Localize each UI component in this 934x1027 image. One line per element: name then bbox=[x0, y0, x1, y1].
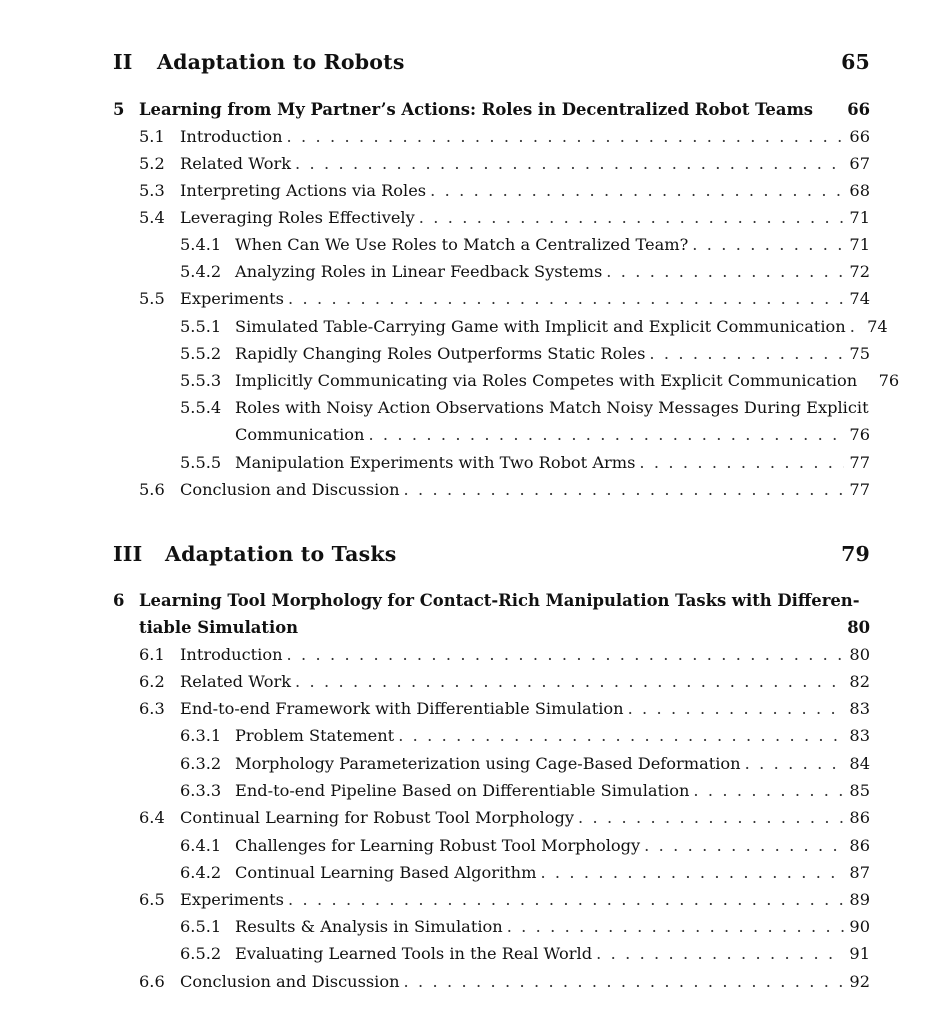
section-page: 74 bbox=[849, 289, 870, 308]
toc-entry[interactable] bbox=[139, 154, 870, 173]
chapter-title: Learning Tool Morphology for Contact-Rich Manipulation Tasks with Differen- bbox=[139, 591, 860, 610]
part-number: III bbox=[113, 542, 143, 566]
dot-leader bbox=[574, 808, 844, 827]
subsection-page: 76 bbox=[849, 425, 870, 444]
toc-entry[interactable] bbox=[139, 480, 870, 499]
subsection-page: 90 bbox=[849, 917, 870, 936]
subsection-title: Implicitly Communicating via Roles Competes with Explicit Communication bbox=[235, 371, 858, 390]
toc-entry[interactable] bbox=[139, 972, 870, 991]
section-number: 6.2 bbox=[139, 672, 165, 691]
subsection-number: 5.5.2 bbox=[180, 344, 222, 363]
dot-leader bbox=[645, 344, 844, 363]
section-page: 67 bbox=[849, 154, 870, 173]
subsection-title: End-to-end Pipeline Based on Differentiable Simulation bbox=[235, 781, 690, 800]
part-heading[interactable] bbox=[113, 50, 870, 74]
dot-leader bbox=[291, 672, 844, 691]
subsection-page: 77 bbox=[849, 453, 870, 472]
toc-entry[interactable] bbox=[180, 781, 870, 800]
dot-leader bbox=[846, 317, 862, 336]
section-page: 68 bbox=[849, 181, 870, 200]
toc-entry[interactable] bbox=[180, 398, 870, 417]
section-number: 5.2 bbox=[139, 154, 165, 173]
subsection-number: 5.4.2 bbox=[180, 262, 222, 281]
subsection-number: 6.5.2 bbox=[180, 944, 222, 963]
toc-entry[interactable] bbox=[180, 944, 870, 963]
dot-leader bbox=[400, 480, 844, 499]
chapter-heading[interactable] bbox=[113, 587, 870, 641]
chapter-number: 5 bbox=[113, 100, 125, 119]
subsection-title: Challenges for Learning Robust Tool Morphology bbox=[235, 836, 641, 855]
subsection-number: 5.5.3 bbox=[180, 371, 222, 390]
section-number: 6.3 bbox=[139, 699, 165, 718]
toc-entry[interactable] bbox=[139, 208, 870, 227]
subsection-title: When Can We Use Roles to Match a Centralized Team? bbox=[235, 235, 689, 254]
dot-leader bbox=[635, 453, 844, 472]
chapter-page: 80 bbox=[847, 618, 870, 638]
toc-entry[interactable] bbox=[180, 262, 870, 281]
section-number: 6.5 bbox=[139, 890, 165, 909]
chapter-heading[interactable] bbox=[113, 96, 870, 123]
section-number: 5.3 bbox=[139, 181, 165, 200]
dot-leader bbox=[592, 944, 844, 963]
subsection-title: Roles with Noisy Action Observations Match Noisy Messages During Explicit bbox=[235, 398, 869, 417]
section-number: 5.4 bbox=[139, 208, 165, 227]
dot-leader bbox=[602, 262, 844, 281]
toc-entry[interactable] bbox=[180, 917, 870, 936]
toc-entry[interactable] bbox=[139, 890, 870, 909]
dot-leader bbox=[688, 235, 844, 254]
section-number: 5.5 bbox=[139, 289, 165, 308]
section-number: 6.1 bbox=[139, 645, 165, 664]
subsection-title: Evaluating Learned Tools in the Real World bbox=[235, 944, 593, 963]
dot-leader bbox=[415, 208, 844, 227]
part-heading[interactable] bbox=[113, 542, 870, 566]
subsection-page: 72 bbox=[849, 262, 870, 281]
subsection-page: 76 bbox=[878, 371, 900, 390]
section-title: Interpreting Actions via Roles bbox=[180, 181, 427, 200]
dot-leader bbox=[503, 917, 844, 936]
subsection-title: Rapidly Changing Roles Outperforms Static Roles bbox=[235, 344, 646, 363]
subsection-title: Manipulation Experiments with Two Robot Arms bbox=[235, 453, 636, 472]
toc-entry[interactable] bbox=[180, 371, 900, 390]
subsection-number: 5.5.5 bbox=[180, 453, 222, 472]
section-title: Experiments bbox=[180, 890, 284, 909]
subsection-page: 91 bbox=[849, 944, 870, 963]
section-page: 71 bbox=[849, 208, 870, 227]
section-page: 83 bbox=[849, 699, 870, 718]
section-title: Experiments bbox=[180, 289, 284, 308]
part-number: II bbox=[113, 50, 133, 74]
part-page: 65 bbox=[841, 50, 870, 74]
toc-entry[interactable] bbox=[180, 317, 888, 336]
section-page: 92 bbox=[849, 972, 870, 991]
toc-entry[interactable] bbox=[180, 344, 870, 363]
subsection-page: 74 bbox=[867, 317, 888, 336]
dot-leader bbox=[283, 645, 844, 664]
toc-entry[interactable] bbox=[139, 127, 870, 146]
dot-leader bbox=[283, 127, 844, 146]
section-page: 86 bbox=[849, 808, 870, 827]
section-number: 5.1 bbox=[139, 127, 165, 146]
dot-leader bbox=[640, 836, 844, 855]
subsection-number: 5.4.1 bbox=[180, 235, 222, 254]
section-title: Continual Learning for Robust Tool Morphology bbox=[180, 808, 574, 827]
toc-entry[interactable] bbox=[139, 289, 870, 308]
subsection-title: Continual Learning Based Algorithm bbox=[235, 863, 537, 882]
subsection-page: 86 bbox=[849, 836, 870, 855]
part-title: Adaptation to Tasks bbox=[165, 542, 397, 566]
subsection-number: 6.3.3 bbox=[180, 781, 222, 800]
chapter-page: 66 bbox=[847, 100, 870, 119]
dot-leader bbox=[394, 726, 844, 745]
section-title: Leveraging Roles Effectively bbox=[180, 208, 415, 227]
subsection-title: Results & Analysis in Simulation bbox=[235, 917, 503, 936]
dot-leader bbox=[364, 425, 844, 444]
section-title: Introduction bbox=[180, 645, 283, 664]
subsection-number: 5.5.4 bbox=[180, 398, 222, 417]
subsection-title: Problem Statement bbox=[235, 726, 395, 745]
subsection-title: Morphology Parameterization using Cage-Based Deformation bbox=[235, 754, 741, 773]
toc-entry[interactable] bbox=[139, 808, 870, 827]
dot-leader bbox=[689, 781, 844, 800]
chapter-number: 6 bbox=[113, 591, 125, 610]
toc-entry[interactable] bbox=[139, 672, 870, 691]
subsection-title: Simulated Table-Carrying Game with Implicit and Explicit Communication bbox=[235, 317, 846, 336]
part-page: 79 bbox=[841, 542, 870, 566]
section-title: Related Work bbox=[180, 672, 292, 691]
toc-entry[interactable] bbox=[139, 181, 870, 200]
toc-entry[interactable] bbox=[180, 754, 870, 773]
section-page: 82 bbox=[849, 672, 870, 691]
subsection-number: 6.3.1 bbox=[180, 726, 222, 745]
section-number: 6.6 bbox=[139, 972, 165, 991]
section-page: 66 bbox=[849, 127, 870, 146]
subsection-page: 75 bbox=[849, 344, 870, 363]
subsection-title-continuation: Communication bbox=[235, 425, 365, 444]
section-page: 80 bbox=[849, 645, 870, 664]
dot-leader bbox=[624, 699, 844, 718]
section-number: 6.4 bbox=[139, 808, 165, 827]
toc-entry[interactable] bbox=[180, 726, 870, 745]
subsection-number: 6.5.1 bbox=[180, 917, 222, 936]
section-number: 5.6 bbox=[139, 480, 165, 499]
toc-entry[interactable] bbox=[180, 235, 870, 254]
subsection-number: 6.4.2 bbox=[180, 863, 222, 882]
part-title: Adaptation to Robots bbox=[157, 50, 405, 74]
toc-entry[interactable] bbox=[180, 863, 870, 882]
subsection-title: Analyzing Roles in Linear Feedback Systems bbox=[235, 262, 603, 281]
toc-entry[interactable] bbox=[139, 645, 870, 664]
toc-entry[interactable] bbox=[180, 453, 870, 472]
toc-entry-continuation[interactable] bbox=[235, 425, 870, 444]
section-page: 77 bbox=[849, 480, 870, 499]
dot-leader bbox=[400, 972, 844, 991]
section-page: 89 bbox=[849, 890, 870, 909]
subsection-page: 85 bbox=[849, 781, 870, 800]
subsection-page: 71 bbox=[849, 235, 870, 254]
subsection-number: 6.4.1 bbox=[180, 836, 222, 855]
section-title: Related Work bbox=[180, 154, 292, 173]
section-title: End-to-end Framework with Differentiable Simulation bbox=[180, 699, 624, 718]
subsection-number: 6.3.2 bbox=[180, 754, 222, 773]
dot-leader bbox=[284, 890, 844, 909]
dot-leader bbox=[284, 289, 844, 308]
dot-leader bbox=[426, 181, 844, 200]
subsection-number: 5.5.1 bbox=[180, 317, 222, 336]
section-title: Introduction bbox=[180, 127, 283, 146]
dot-leader bbox=[741, 754, 844, 773]
toc-entry[interactable] bbox=[139, 699, 870, 718]
chapter-title: Learning from My Partner’s Actions: Roles in Decentralized Robot Teams bbox=[139, 100, 814, 119]
section-title: Conclusion and Discussion bbox=[180, 480, 400, 499]
subsection-page: 87 bbox=[849, 863, 870, 882]
dot-leader bbox=[536, 863, 844, 882]
section-title: Conclusion and Discussion bbox=[180, 972, 400, 991]
subsection-page: 83 bbox=[849, 726, 870, 745]
toc-entry[interactable] bbox=[180, 836, 870, 855]
chapter-title-continuation: tiable Simulation bbox=[139, 618, 299, 638]
dot-leader bbox=[291, 154, 844, 173]
subsection-page: 84 bbox=[849, 754, 870, 773]
